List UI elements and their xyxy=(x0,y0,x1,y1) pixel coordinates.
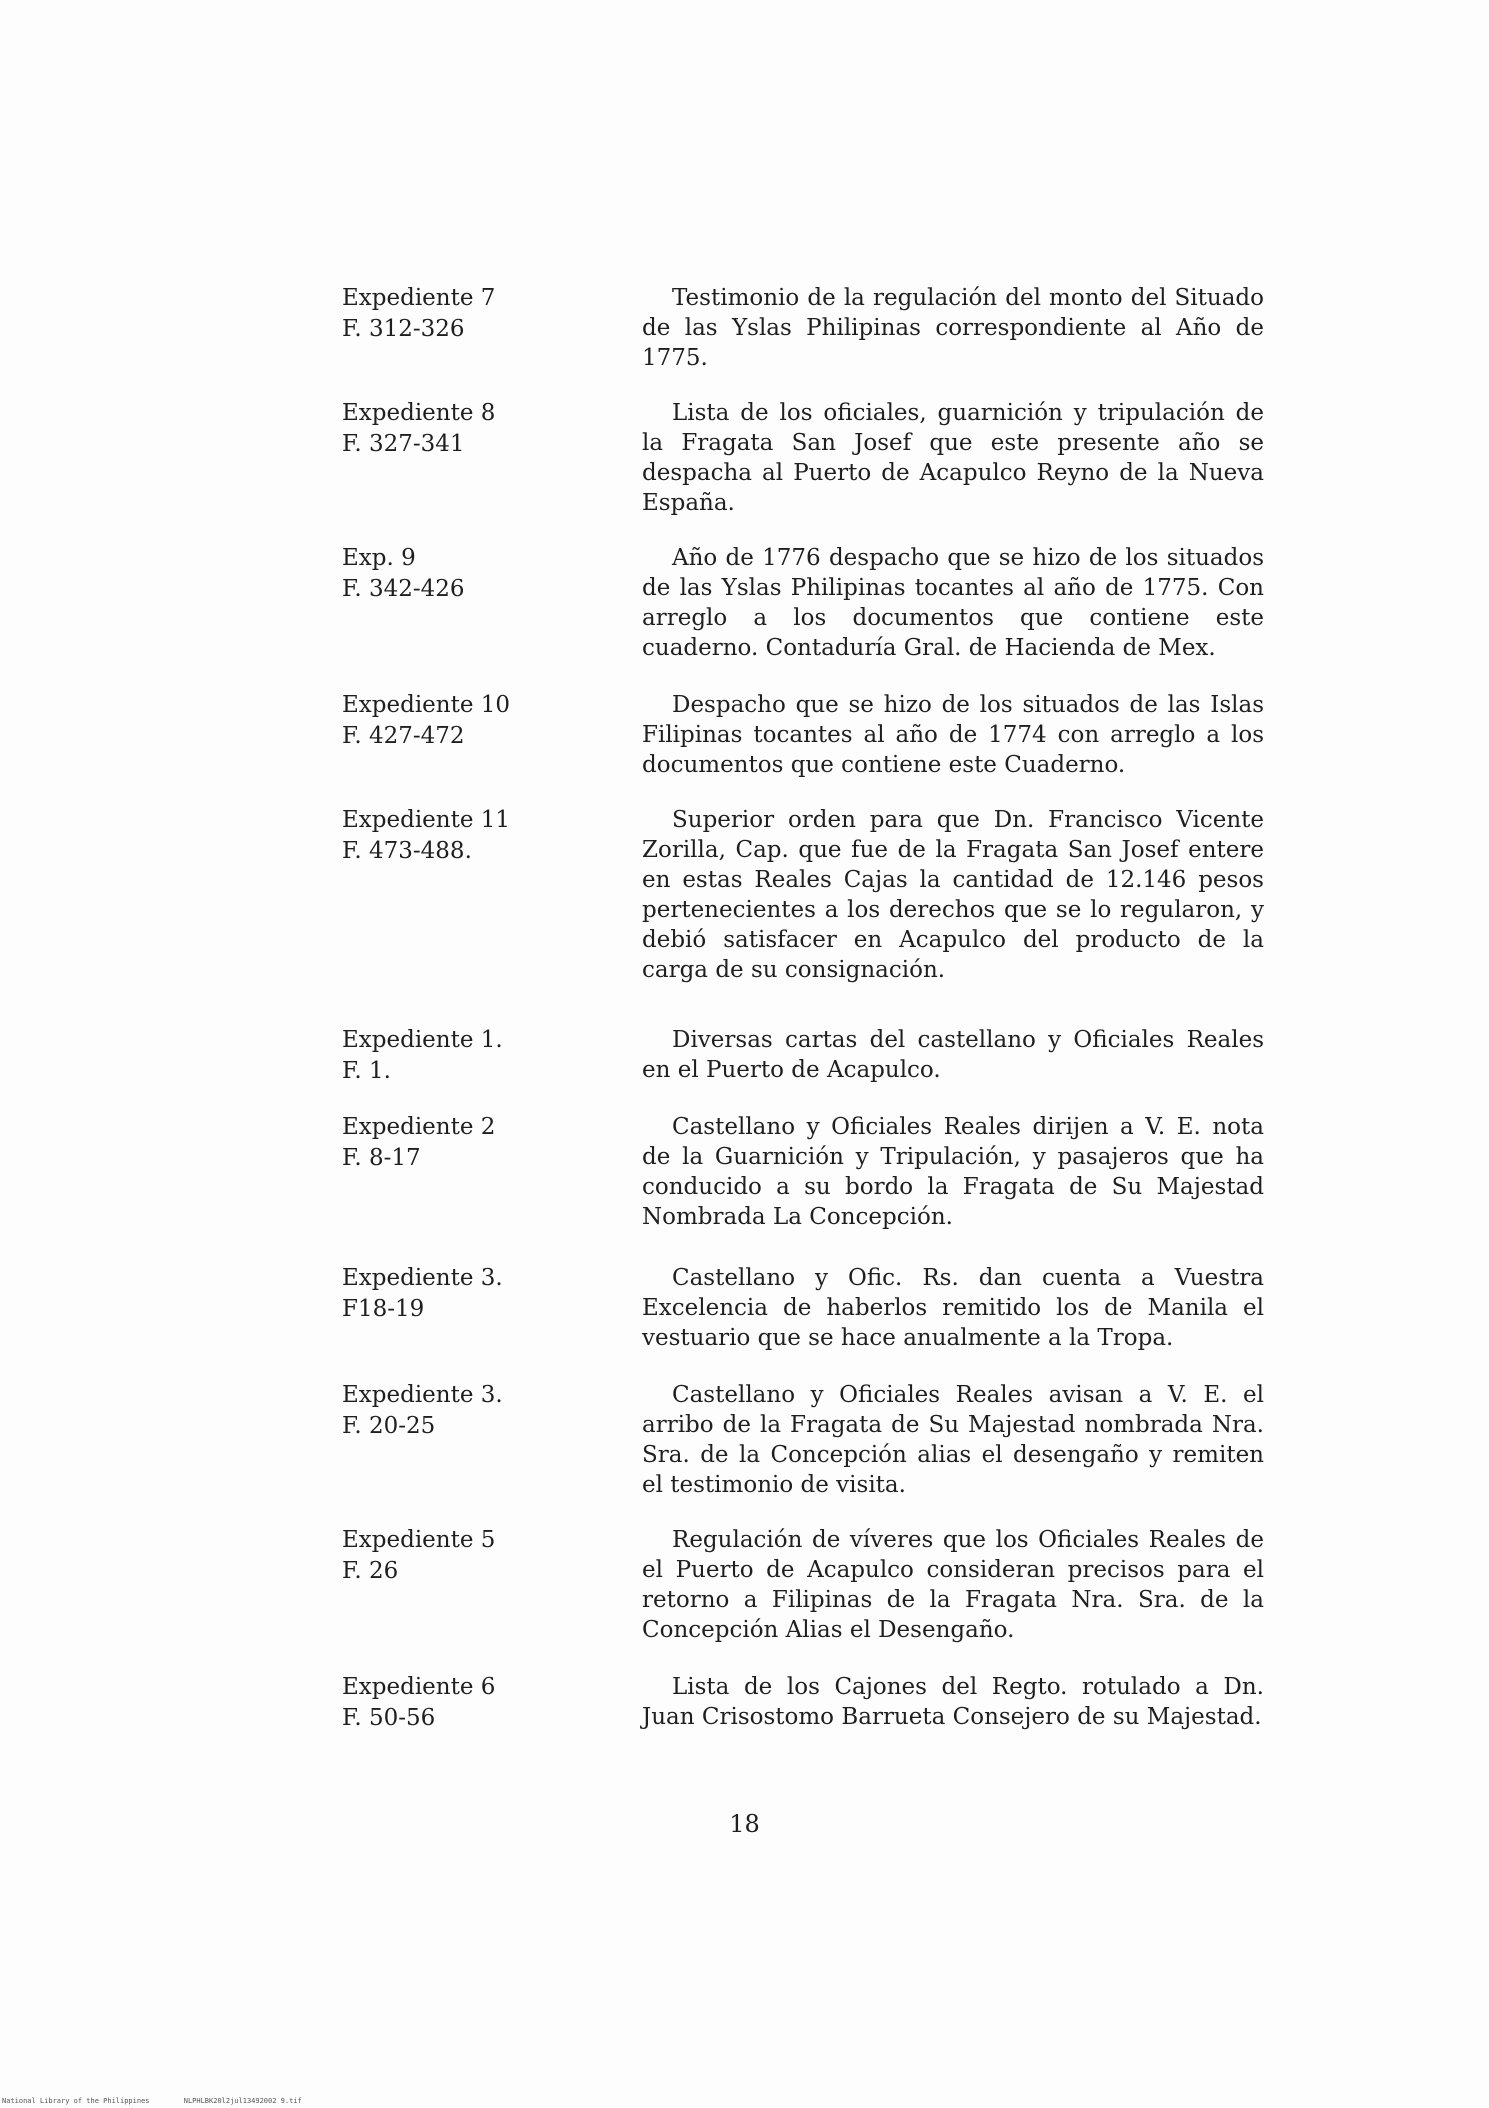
expediente-label: Expediente 5 xyxy=(342,1527,496,1553)
folio-range: F. 50-56 xyxy=(342,1705,436,1731)
folio-range: F. 1. xyxy=(342,1058,391,1084)
entry-reference xyxy=(342,1672,592,1734)
entry-description: Despacho que se hizo de los situados de las Islas Filipinas tocantes al año de 1774 con arreglo a los documentos que contiene este Cuaderno. xyxy=(642,692,1264,778)
entry-description: Diversas cartas del castellano y Oficiales Reales en el Puerto de Acapulco. xyxy=(642,1027,1264,1083)
folio-range: F. 327-341 xyxy=(342,431,465,457)
entry-reference xyxy=(342,1112,592,1174)
folio-range: F. 312-326 xyxy=(342,316,465,342)
expediente-label: Expediente 11 xyxy=(342,807,511,833)
entry-description: Lista de los oficiales, guarnición y tripulación de la Fragata San Josef que este presente año se despacha al Puerto de Acapulco Reyno de la Nueva España. xyxy=(642,400,1264,516)
folio-range: F. 8-17 xyxy=(342,1145,421,1171)
footer-library-name: National Library of the Philippines xyxy=(2,2097,150,2105)
entry-description: Lista de los Cajones del Regto. rotulado a Dn. Juan Crisostomo Barrueta Consejero de su Majestad. xyxy=(642,1674,1264,1730)
folio-range: F. 20-25 xyxy=(342,1413,436,1439)
expediente-label: Expediente 3. xyxy=(342,1382,503,1408)
entry-description: Superior orden para que Dn. Francisco Vicente Zorilla, Cap. que fue de la Fragata San Josef entere en estas Reales Cajas la cantidad de 12.146 pesos pertenecientes a los derechos que se lo regularon, y debió satisfacer en Acapulco del producto de la carga de su consignación. xyxy=(642,807,1264,983)
scan-footer xyxy=(2,2097,332,2105)
expediente-label: Exp. 9 xyxy=(342,545,416,571)
folio-range: F. 342-426 xyxy=(342,576,465,602)
entry-description: Castellano y Oficiales Reales dirijen a V. E. nota de la Guarnición y Tripulación, y pasajeros que ha conducido a su bordo la Fragata de Su Majestad Nombrada La Concepción. xyxy=(642,1114,1264,1230)
folio-range: F18-19 xyxy=(342,1296,425,1322)
entry-reference xyxy=(342,1525,592,1587)
entry-reference xyxy=(342,543,592,605)
folio-range: F. 473-488. xyxy=(342,838,472,864)
entry-reference xyxy=(342,805,592,867)
entry-description: Castellano y Ofic. Rs. dan cuenta a Vuestra Excelencia de haberlos remitido los de Manila el vestuario que se hace anualmente a la Tropa. xyxy=(642,1265,1264,1351)
folio-range: F. 26 xyxy=(342,1558,399,1584)
entry-description: Año de 1776 despacho que se hizo de los situados de las Yslas Philipinas tocantes al año de 1775. Con arreglo a los documentos que contiene este cuaderno. Contaduría Gral. de Hacienda de Mex. xyxy=(642,545,1264,661)
entry-reference xyxy=(342,1025,592,1087)
entry-reference xyxy=(342,1380,592,1442)
expediente-label: Expediente 3. xyxy=(342,1265,503,1291)
entry-reference xyxy=(342,398,592,460)
entry-description: Castellano y Oficiales Reales avisan a V. E. el arribo de la Fragata de Su Majestad nombrada Nra. Sra. de la Concepción alias el desengaño y remiten el testimonio de visita. xyxy=(642,1382,1264,1498)
entry-reference xyxy=(342,283,592,345)
expediente-label: Expediente 10 xyxy=(342,692,511,718)
entry-description: Regulación de víveres que los Oficiales Reales de el Puerto de Acapulco consideran precisos para el retorno a Filipinas de la Fragata Nra. Sra. de la Concepción Alias el Desengaño. xyxy=(642,1527,1264,1643)
expediente-label: Expediente 7 xyxy=(342,285,496,311)
page-number: 18 xyxy=(729,1810,760,1838)
footer-file-name: NLPHLBK20l2jul13492002 9.tif xyxy=(183,2097,302,2105)
entry-reference xyxy=(342,690,592,752)
entry-reference xyxy=(342,1263,592,1325)
expediente-label: Expediente 8 xyxy=(342,400,496,426)
expediente-label: Expediente 6 xyxy=(342,1674,496,1700)
entry-description: Testimonio de la regulación del monto del Situado de las Yslas Philipinas correspondiente al Año de 1775. xyxy=(642,285,1264,371)
expediente-label: Expediente 1. xyxy=(342,1027,503,1053)
folio-range: F. 427-472 xyxy=(342,723,465,749)
expediente-label: Expediente 2 xyxy=(342,1114,496,1140)
